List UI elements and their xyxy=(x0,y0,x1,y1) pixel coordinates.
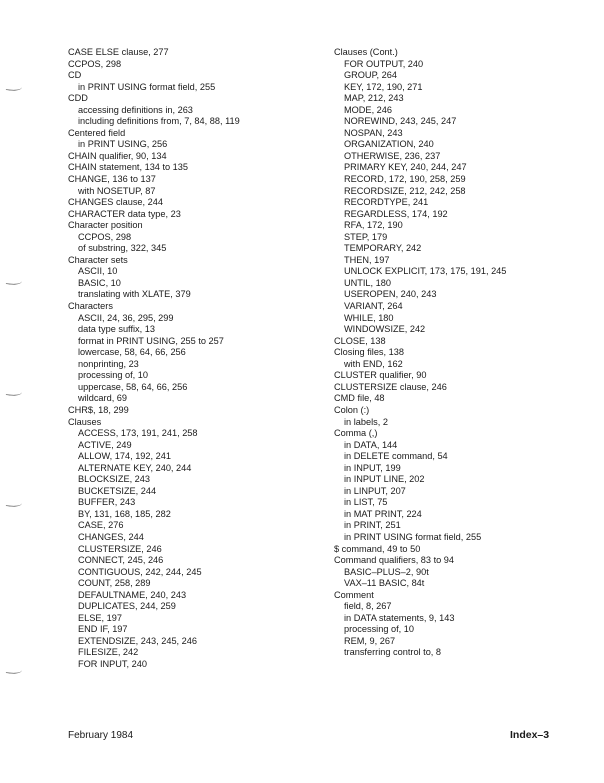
index-subentry: nonprinting, 23 xyxy=(78,358,139,369)
index-entry: CHR$, 18, 299 xyxy=(68,404,129,415)
index-entry: CDD xyxy=(68,93,88,104)
index-subentry: PRIMARY KEY, 240, 244, 247 xyxy=(344,162,467,173)
index-subentry: CHANGES, 244 xyxy=(78,531,144,542)
index-subentry: EXTENDSIZE, 243, 245, 246 xyxy=(78,635,197,646)
index-entry: CHAIN statement, 134 to 135 xyxy=(68,162,189,173)
index-entry: Character sets xyxy=(68,254,128,265)
index-subentry: CLUSTERSIZE, 246 xyxy=(78,543,162,554)
index-entry: CHARACTER data type, 23 xyxy=(68,208,181,219)
index-subentry: with END, 162 xyxy=(344,358,403,369)
index-column-right xyxy=(334,47,584,659)
index-subentry: NOSPAN, 243 xyxy=(344,127,403,138)
index-entry: Clauses xyxy=(68,416,102,427)
index-subentry: UNTIL, 180 xyxy=(344,277,391,288)
index-subentry: BY, 131, 168, 185, 282 xyxy=(78,508,171,519)
index-entry: CHANGES clause, 244 xyxy=(68,197,163,208)
index-subentry: END IF, 197 xyxy=(78,624,128,635)
index-entry: Character position xyxy=(68,220,143,231)
index-subentry: MAP, 212, 243 xyxy=(344,93,404,104)
index-entry: Comment xyxy=(334,589,374,600)
index-entry: Closing files, 138 xyxy=(334,347,404,358)
index-subentry: ASCII, 24, 36, 295, 299 xyxy=(78,312,174,323)
index-subentry: in PRINT USING format field, 255 xyxy=(78,81,216,92)
index-subentry: of substring, 322, 345 xyxy=(78,243,167,254)
index-subentry: MODE, 246 xyxy=(344,104,392,115)
index-subentry: ACTIVE, 249 xyxy=(78,439,132,450)
index-subentry: CASE, 276 xyxy=(78,520,124,531)
index-subentry: REM, 9, 267 xyxy=(344,635,396,646)
index-subentry: COUNT, 258, 289 xyxy=(78,578,151,589)
index-subentry: TEMPORARY, 242 xyxy=(344,243,422,254)
index-subentry: FOR INPUT, 240 xyxy=(78,658,147,669)
index-subentry: OTHERWISE, 236, 237 xyxy=(344,150,441,161)
index-entry: CLOSE, 138 xyxy=(334,335,386,346)
index-subentry: THEN, 197 xyxy=(344,254,390,265)
index-subentry: RECORDSIZE, 212, 242, 258 xyxy=(344,185,466,196)
binding-hole-mark xyxy=(6,388,23,397)
index-subentry: lowercase, 58, 64, 66, 256 xyxy=(78,347,186,358)
index-subentry: WINDOWSIZE, 242 xyxy=(344,324,426,335)
index-subentry: GROUP, 264 xyxy=(344,70,397,81)
index-entry: CMD file, 48 xyxy=(334,393,385,404)
binding-hole-mark xyxy=(6,83,23,92)
index-subentry: FOR OUTPUT, 240 xyxy=(344,58,424,69)
index-subentry: uppercase, 58, 64, 66, 256 xyxy=(78,381,188,392)
index-subentry: in DATA statements, 9, 143 xyxy=(344,612,455,623)
binding-hole-mark xyxy=(6,277,23,286)
footer-date: February 1984 xyxy=(68,730,134,741)
index-subentry: CONTIGUOUS, 242, 244, 245 xyxy=(78,566,202,577)
index-subentry: BASIC–PLUS–2, 90t xyxy=(344,566,429,577)
index-subentry: CONNECT, 245, 246 xyxy=(78,555,164,566)
index-column-left xyxy=(68,47,318,671)
index-subentry: processing of, 10 xyxy=(78,370,148,381)
index-subentry: in PRINT USING, 256 xyxy=(78,139,168,150)
index-entry: CD xyxy=(68,70,82,81)
index-subentry: VARIANT, 264 xyxy=(344,301,403,312)
index-subentry: BUCKETSIZE, 244 xyxy=(78,485,157,496)
index-subentry: DUPLICATES, 244, 259 xyxy=(78,601,176,612)
index-subentry: KEY, 172, 190, 271 xyxy=(344,81,423,92)
binding-hole-mark xyxy=(6,666,23,675)
index-entry: Command qualifiers, 83 to 94 xyxy=(334,555,455,566)
index-subentry: ASCII, 10 xyxy=(78,266,118,277)
index-subentry: RECORDTYPE, 241 xyxy=(344,197,429,208)
index-subentry: in INPUT, 199 xyxy=(344,462,401,473)
index-subentry: in PRINT, 251 xyxy=(344,520,401,531)
index-entry: CCPOS, 298 xyxy=(68,58,122,69)
index-subentry: REGARDLESS, 174, 192 xyxy=(344,208,448,219)
index-subentry: with NOSETUP, 87 xyxy=(78,185,156,196)
index-subentry: translating with XLATE, 379 xyxy=(78,289,191,300)
index-subentry: in MAT PRINT, 224 xyxy=(344,508,422,519)
index-subentry: CCPOS, 298 xyxy=(78,231,132,242)
index-subentry: BUFFER, 243 xyxy=(78,497,136,508)
index-subentry: ALLOW, 174, 192, 241 xyxy=(78,451,171,462)
index-subentry: FILESIZE, 242 xyxy=(78,647,139,658)
index-entry: Characters xyxy=(68,301,113,312)
index-subentry: ACCESS, 173, 191, 241, 258 xyxy=(78,428,198,439)
binding-hole-mark xyxy=(6,499,23,508)
index-entry: Comma (,) xyxy=(334,428,378,439)
index-subentry: in LIST, 75 xyxy=(344,497,388,508)
index-subentry: field, 8, 267 xyxy=(344,601,392,612)
index-subentry: WHILE, 180 xyxy=(344,312,394,323)
index-subentry: wildcard, 69 xyxy=(78,393,128,404)
footer-page-label: Index–3 xyxy=(510,729,550,741)
index-subentry: in labels, 2 xyxy=(344,416,388,427)
index-subentry: NOREWIND, 243, 245, 247 xyxy=(344,116,457,127)
index-subentry: UNLOCK EXPLICIT, 173, 175, 191, 245 xyxy=(344,266,507,277)
index-entry: CHAIN qualifier, 90, 134 xyxy=(68,150,167,161)
index-entry: CLUSTER qualifier, 90 xyxy=(334,370,427,381)
index-subentry: DEFAULTNAME, 240, 243 xyxy=(78,589,187,600)
index-entry: CHANGE, 136 to 137 xyxy=(68,174,156,185)
index-subentry: BLOCKSIZE, 243 xyxy=(78,474,151,485)
index-subentry: ORGANIZATION, 240 xyxy=(344,139,434,150)
index-subentry: RFA, 172, 190 xyxy=(344,220,403,231)
index-subentry: STEP, 179 xyxy=(344,231,388,242)
index-subentry: ALTERNATE KEY, 240, 244 xyxy=(78,462,192,473)
index-subentry: in DATA, 144 xyxy=(344,439,398,450)
index-subentry: transferring control to, 8 xyxy=(344,647,442,658)
index-subentry: VAX–11 BASIC, 84t xyxy=(344,578,425,589)
index-subentry: in DELETE command, 54 xyxy=(344,451,448,462)
index-subentry: in LINPUT, 207 xyxy=(344,485,406,496)
index-subentry: format in PRINT USING, 255 to 257 xyxy=(78,335,224,346)
index-subentry: including definitions from, 7, 84, 88, 119 xyxy=(78,116,240,127)
index-subentry: RECORD, 172, 190, 258, 259 xyxy=(344,174,466,185)
index-entry: Clauses (Cont.) xyxy=(334,47,398,57)
index-subentry: USEROPEN, 240, 243 xyxy=(344,289,437,300)
index-entry: Colon (:) xyxy=(334,404,370,415)
index-subentry: processing of, 10 xyxy=(344,624,414,635)
index-entry: CLUSTERSIZE clause, 246 xyxy=(334,381,447,392)
index-entry: CASE ELSE clause, 277 xyxy=(68,47,169,57)
index-subentry: in PRINT USING format field, 255 xyxy=(344,531,482,542)
index-subentry: data type suffix, 13 xyxy=(78,324,155,335)
index-subentry: BASIC, 10 xyxy=(78,277,121,288)
index-subentry: accessing definitions in, 263 xyxy=(78,104,193,115)
index-entry: $ command, 49 to 50 xyxy=(334,543,421,554)
index-subentry: in INPUT LINE, 202 xyxy=(344,474,425,485)
index-entry: Centered field xyxy=(68,127,126,138)
index-subentry: ELSE, 197 xyxy=(78,612,122,623)
